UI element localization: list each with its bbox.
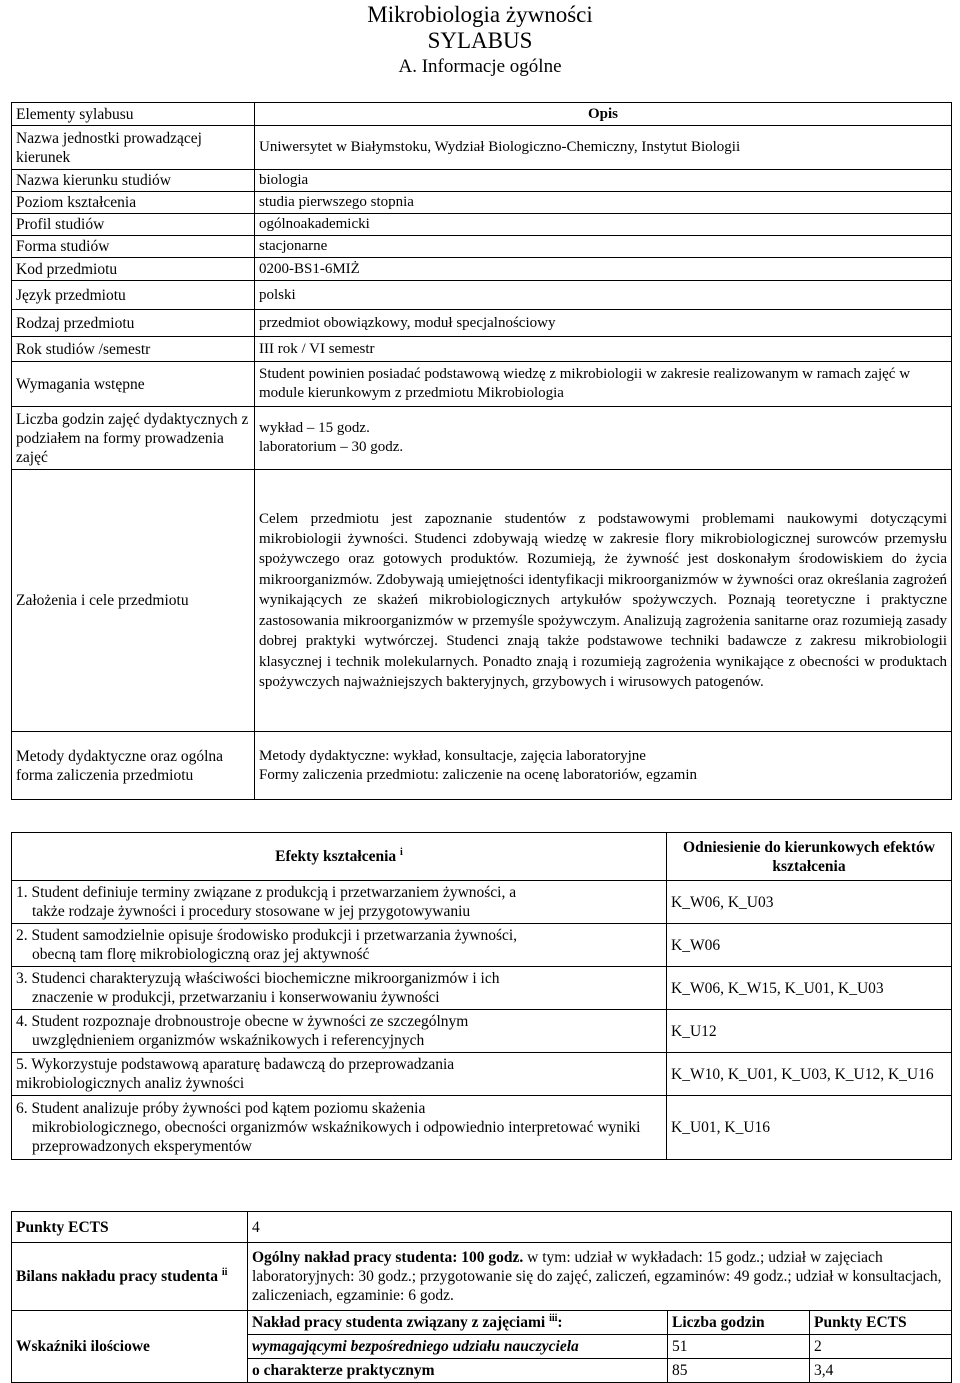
outcome-6 xyxy=(12,1096,667,1160)
row-label-requirements: Wymagania wstępne xyxy=(12,362,255,407)
outcome-2-ref: K_W06 xyxy=(667,924,952,967)
outcomes-head-right: Odniesienie do kierunkowych efektów kształcenia xyxy=(667,833,952,881)
outcome-2-first: 2. Student samodzielnie opisuje środowisko produkcji i przetwarzania żywności, xyxy=(16,927,518,944)
indicator-direct-ects: 2 xyxy=(810,1335,952,1359)
methods-assessment: Formy zaliczenia przedmiotu: zaliczenie na ocenę laboratoriów, egzamin xyxy=(259,766,697,783)
balance-total: Ogólny nakład pracy studenta: 100 godz. xyxy=(252,1249,524,1266)
ects-value: 4 xyxy=(248,1212,952,1243)
row-label-goals: Założenia i cele przedmiotu xyxy=(12,470,255,732)
row-value-unit: Uniwersytet w Białymstoku, Wydział Biologiczno-Chemiczny, Instytut Biologii xyxy=(255,126,952,170)
row-label-field: Nazwa kierunku studiów xyxy=(12,170,255,192)
row-value-form: stacjonarne xyxy=(255,236,952,258)
outcome-5 xyxy=(12,1053,667,1096)
row-value-requirements: Student powinien posiadać podstawową wiedzę z mikrobiologii w zakresie realizowanym w ramach zajęć w module kierunkowym z przedmiotu Mikrobiologia xyxy=(255,362,952,407)
indicators-label: Wskaźniki ilościowe xyxy=(12,1311,248,1383)
outcome-3 xyxy=(12,967,667,1010)
indicator-practical-ects: 3,4 xyxy=(810,1359,952,1383)
balance-value xyxy=(248,1243,952,1311)
row-label-form: Forma studiów xyxy=(12,236,255,258)
col-hours: Liczba godzin xyxy=(668,1311,810,1335)
indicators-head xyxy=(248,1311,668,1335)
outcome-3-first: 3. Studenci charakteryzują właściwości biochemiczne mikroorganizmów i ich xyxy=(16,970,500,987)
row-label-unit: Nazwa jednostki prowadzącej kierunek xyxy=(12,126,255,170)
syllabus-head-left: Elementy sylabusu xyxy=(12,103,255,126)
row-value-profile: ogólnoakademicki xyxy=(255,214,952,236)
row-value-type: przedmiot obowiązkowy, moduł specjalnościowy xyxy=(255,310,952,337)
indicators-head-text: Nakład pracy studenta związany z zajęciami xyxy=(252,1314,546,1331)
document-title: Mikrobiologia żywności xyxy=(367,2,593,27)
syllabus-head-right: Opis xyxy=(255,103,952,126)
footnote-ii: ii xyxy=(221,1266,228,1278)
outcome-6-ref: K_U01, K_U16 xyxy=(667,1096,952,1160)
row-value-field: biologia xyxy=(255,170,952,192)
document-subtitle: SYLABUS xyxy=(427,28,533,53)
balance-label-text: Bilans nakładu pracy studenta xyxy=(16,1268,218,1285)
outcome-1-rest: także rodzaje żywności i procedury stosowane w jej przygotowywaniu xyxy=(32,903,471,920)
indicator-direct-hours: 51 xyxy=(668,1335,810,1359)
row-value-level: studia pierwszego stopnia xyxy=(255,192,952,214)
footnote-iii: iii xyxy=(549,1312,558,1324)
outcome-4-first: 4. Student rozpoznaje drobnoustroje obecne w żywności ze szczególnym xyxy=(16,1013,469,1030)
outcomes-head-left xyxy=(12,833,667,881)
outcome-6-first: 6. Student analizuje próby żywności pod kątem poziomu skażenia xyxy=(16,1100,426,1117)
outcome-1-first: 1. Student definiuje terminy związane z produkcją i przetwarzaniem żywności, a xyxy=(16,884,517,901)
row-label-profile: Profil studiów xyxy=(12,214,255,236)
row-value-hours xyxy=(255,407,952,470)
outcome-4-ref: K_U12 xyxy=(667,1010,952,1053)
row-label-code: Kod przedmiotu xyxy=(12,258,255,281)
outcome-3-rest: znaczenie w produkcji, przetwarzaniu i konserwowaniu żywności xyxy=(32,989,440,1006)
balance-details: w tym: udział w wykładach: 15 godz.; udział w zajęciach laboratoryjnych: 30 godz.; przygotowanie się do zajęć, zaliczeń, egzaminów: 49 godz.; udział w konsultacjach, zaliczeniach, egzaminie: 6 godz. xyxy=(252,1249,942,1304)
row-label-methods: Metody dydaktyczne oraz ogólna forma zaliczenia przedmiotu xyxy=(12,732,255,800)
row-value-code: 0200-BS1-6MIŻ xyxy=(255,258,952,281)
methods-teaching: Metody dydaktyczne: wykład, konsultacje, zajęcia laboratoryjne xyxy=(259,747,646,764)
ects-table xyxy=(11,1211,952,1383)
outcomes-table xyxy=(11,832,952,1160)
col-ects: Punkty ECTS xyxy=(810,1311,952,1335)
row-label-level: Poziom kształcenia xyxy=(12,192,255,214)
outcome-2-rest: obecną tam florę mikrobiologiczną oraz jej aktywność xyxy=(32,946,370,963)
outcome-1-ref: K_W06, K_U03 xyxy=(667,881,952,924)
outcome-6-rest: mikrobiologicznego, obecności organizmów wskaźnikowych i odpowiednio interpretować wyniki przeprowadzonych eksperymentów xyxy=(32,1119,641,1155)
row-value-goals: Celem przedmiotu jest zapoznanie studentów z podstawowymi problemami naukowymi dotyczącymi mikrobiologii żywności. Studenci zdobywają wiedzę w zakresie flory mikrobiologicznej surowców przemysłu spożywczego oraz gotowych produktów. Rozumieją, że żywność jest doskonałym środowiskiem do życia mikroorganizmów. Zdobywają umiejętności identyfikacji mikroorganizmów w żywności oraz określania zagrożeń wynikających ze skażeń mikrobiologicznych artykułów spożywczych. Poznają teoretyczne i praktyczne zastosowania mikroorganizmów w przemyśle spożywczym. Analizują zagrożenia sanitarne oraz rozumieją zasady dobrej praktyki wytwórczej. Studenci znają także podstawowe techniki badawcze z zakresu mikrobiologii klasycznej i technik molekularnych. Ponadto znają i rozumieją zagrożenia wynikające z obecności w produktach spożywczych najważniejszych bakteryjnych, grzybowych i wirusowych patogenów. xyxy=(255,470,952,732)
indicator-direct-label: wymagającymi bezpośredniego udziału nauczyciela xyxy=(248,1335,668,1359)
outcome-5-rest: mikrobiologicznych analiz żywności xyxy=(16,1075,245,1092)
section-heading: A. Informacje ogólne xyxy=(398,56,562,77)
outcome-5-first: 5. Wykorzystuje podstawową aparaturę badawczą do przeprowadzania xyxy=(16,1056,455,1073)
row-value-methods xyxy=(255,732,952,800)
outcome-5-ref: K_W10, K_U01, K_U03, K_U12, K_U16 xyxy=(667,1053,952,1096)
row-label-hours: Liczba godzin zajęć dydaktycznych z podziałem na formy prowadzenia zajęć xyxy=(12,407,255,470)
indicators-head-colon: : xyxy=(557,1314,563,1331)
syllabus-table xyxy=(11,102,952,800)
hours-lecture: wykład – 15 godz. xyxy=(259,420,370,436)
row-label-language: Język przedmiotu xyxy=(12,281,255,310)
indicator-practical-hours: 85 xyxy=(668,1359,810,1383)
row-label-type: Rodzaj przedmiotu xyxy=(12,310,255,337)
indicator-practical-label: o charakterze praktycznym xyxy=(248,1359,668,1383)
row-value-year: III rok / VI semestr xyxy=(255,337,952,362)
row-label-year: Rok studiów /semestr xyxy=(12,337,255,362)
footnote-i: i xyxy=(400,846,403,858)
balance-label xyxy=(12,1243,248,1311)
row-value-language: polski xyxy=(255,281,952,310)
ects-label: Punkty ECTS xyxy=(12,1212,248,1243)
outcome-2 xyxy=(12,924,667,967)
outcome-1 xyxy=(12,881,667,924)
hours-lab: laboratorium – 30 godz. xyxy=(259,439,404,455)
outcome-3-ref: K_W06, K_W15, K_U01, K_U03 xyxy=(667,967,952,1010)
outcome-4-rest: uwzględnieniem organizmów wskaźnikowych i referencyjnych xyxy=(32,1032,425,1049)
outcomes-head-left-text: Efekty kształcenia xyxy=(275,848,397,865)
outcome-4 xyxy=(12,1010,667,1053)
